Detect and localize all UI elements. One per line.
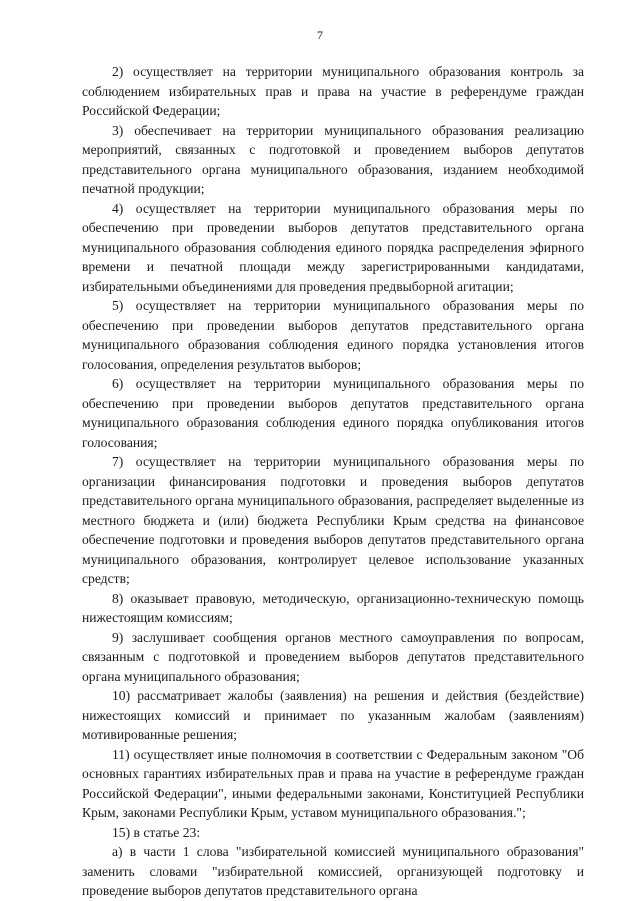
- paragraph: 3) обеспечивает на территории муниципального образования реализацию мероприятий, связанных с подготовкой и проведением выборов депутатов представительного органа муниципального образования, изданием необходимой печатной продукции;: [82, 122, 584, 196]
- paragraph: 4) осуществляет на территории муниципального образования меры по обеспечению при проведении выборов депутатов представительного органа муниципального образования соблюдения единого порядка распределения эфирного времени и печатной площади между зарегистрированными кандидатами, избирательными объединениями для проведения предвыборной агитации;: [82, 200, 584, 294]
- paragraph: 6) осуществляет на территории муниципального образования меры по обеспечению при проведении выборов депутатов представительного органа муниципального образования соблюдения единого порядка опубликования итогов голосования;: [82, 376, 584, 450]
- paragraph: 15) в статье 23:: [112, 824, 201, 840]
- document-body: [82, 62, 584, 901]
- paragraph: 9) заслушивает сообщения органов местного самоуправления по вопросам, связанным с подготовкой и проведением выборов депутатов представительного органа муниципального образования;: [82, 629, 584, 684]
- paragraph: 10) рассматривает жалобы (заявления) на решения и действия (бездействие) нижестоящих комиссий и принимает по указанным жалобам (заявлениям) мотивированные решения;: [82, 688, 584, 742]
- paragraph: а) в части 1 слова "избирательной комиссией муниципального образования" заменить словами "избирательной комиссией, организующей подготовку и проведение выборов депутатов представительного органа: [82, 844, 584, 898]
- paragraph: 5) осуществляет на территории муниципального образования меры по обеспечению при проведении выборов депутатов представительного органа муниципального образования соблюдения единого порядка установления итогов голосования, определения результатов выборов;: [82, 298, 584, 372]
- paragraph: 2) осуществляет на территории муниципального образования контроль за соблюдением избирательных прав и права на участие в референдуме граждан Российской Федерации;: [82, 64, 584, 118]
- paragraph: 7) осуществляет на территории муниципального образования меры по организации финансирования подготовки и проведения выборов депутатов представительного органа муниципального образования, распределяет выделенные из местного бюджета и (или) бюджета Республики Крым средства на финансовое обеспечение подготовки и проведения выборов депутатов представительного органа муниципального образования, контролирует целевое использование указанных средств;: [82, 454, 584, 586]
- page-number: 7: [317, 28, 323, 42]
- paragraph: 8) оказывает правовую, методическую, организационно-техническую помощь нижестоящим комиссиям;: [82, 590, 584, 625]
- paragraph: 11) осуществляет иные полномочия в соответствии с Федеральным законом "Об основных гарантиях избирательных прав и права на участие в референдуме граждан Российской Федерации", иными федеральными законами, Конституцией Республики Крым, законами Республики Крым, уставом муниципального образования.";: [82, 746, 584, 820]
